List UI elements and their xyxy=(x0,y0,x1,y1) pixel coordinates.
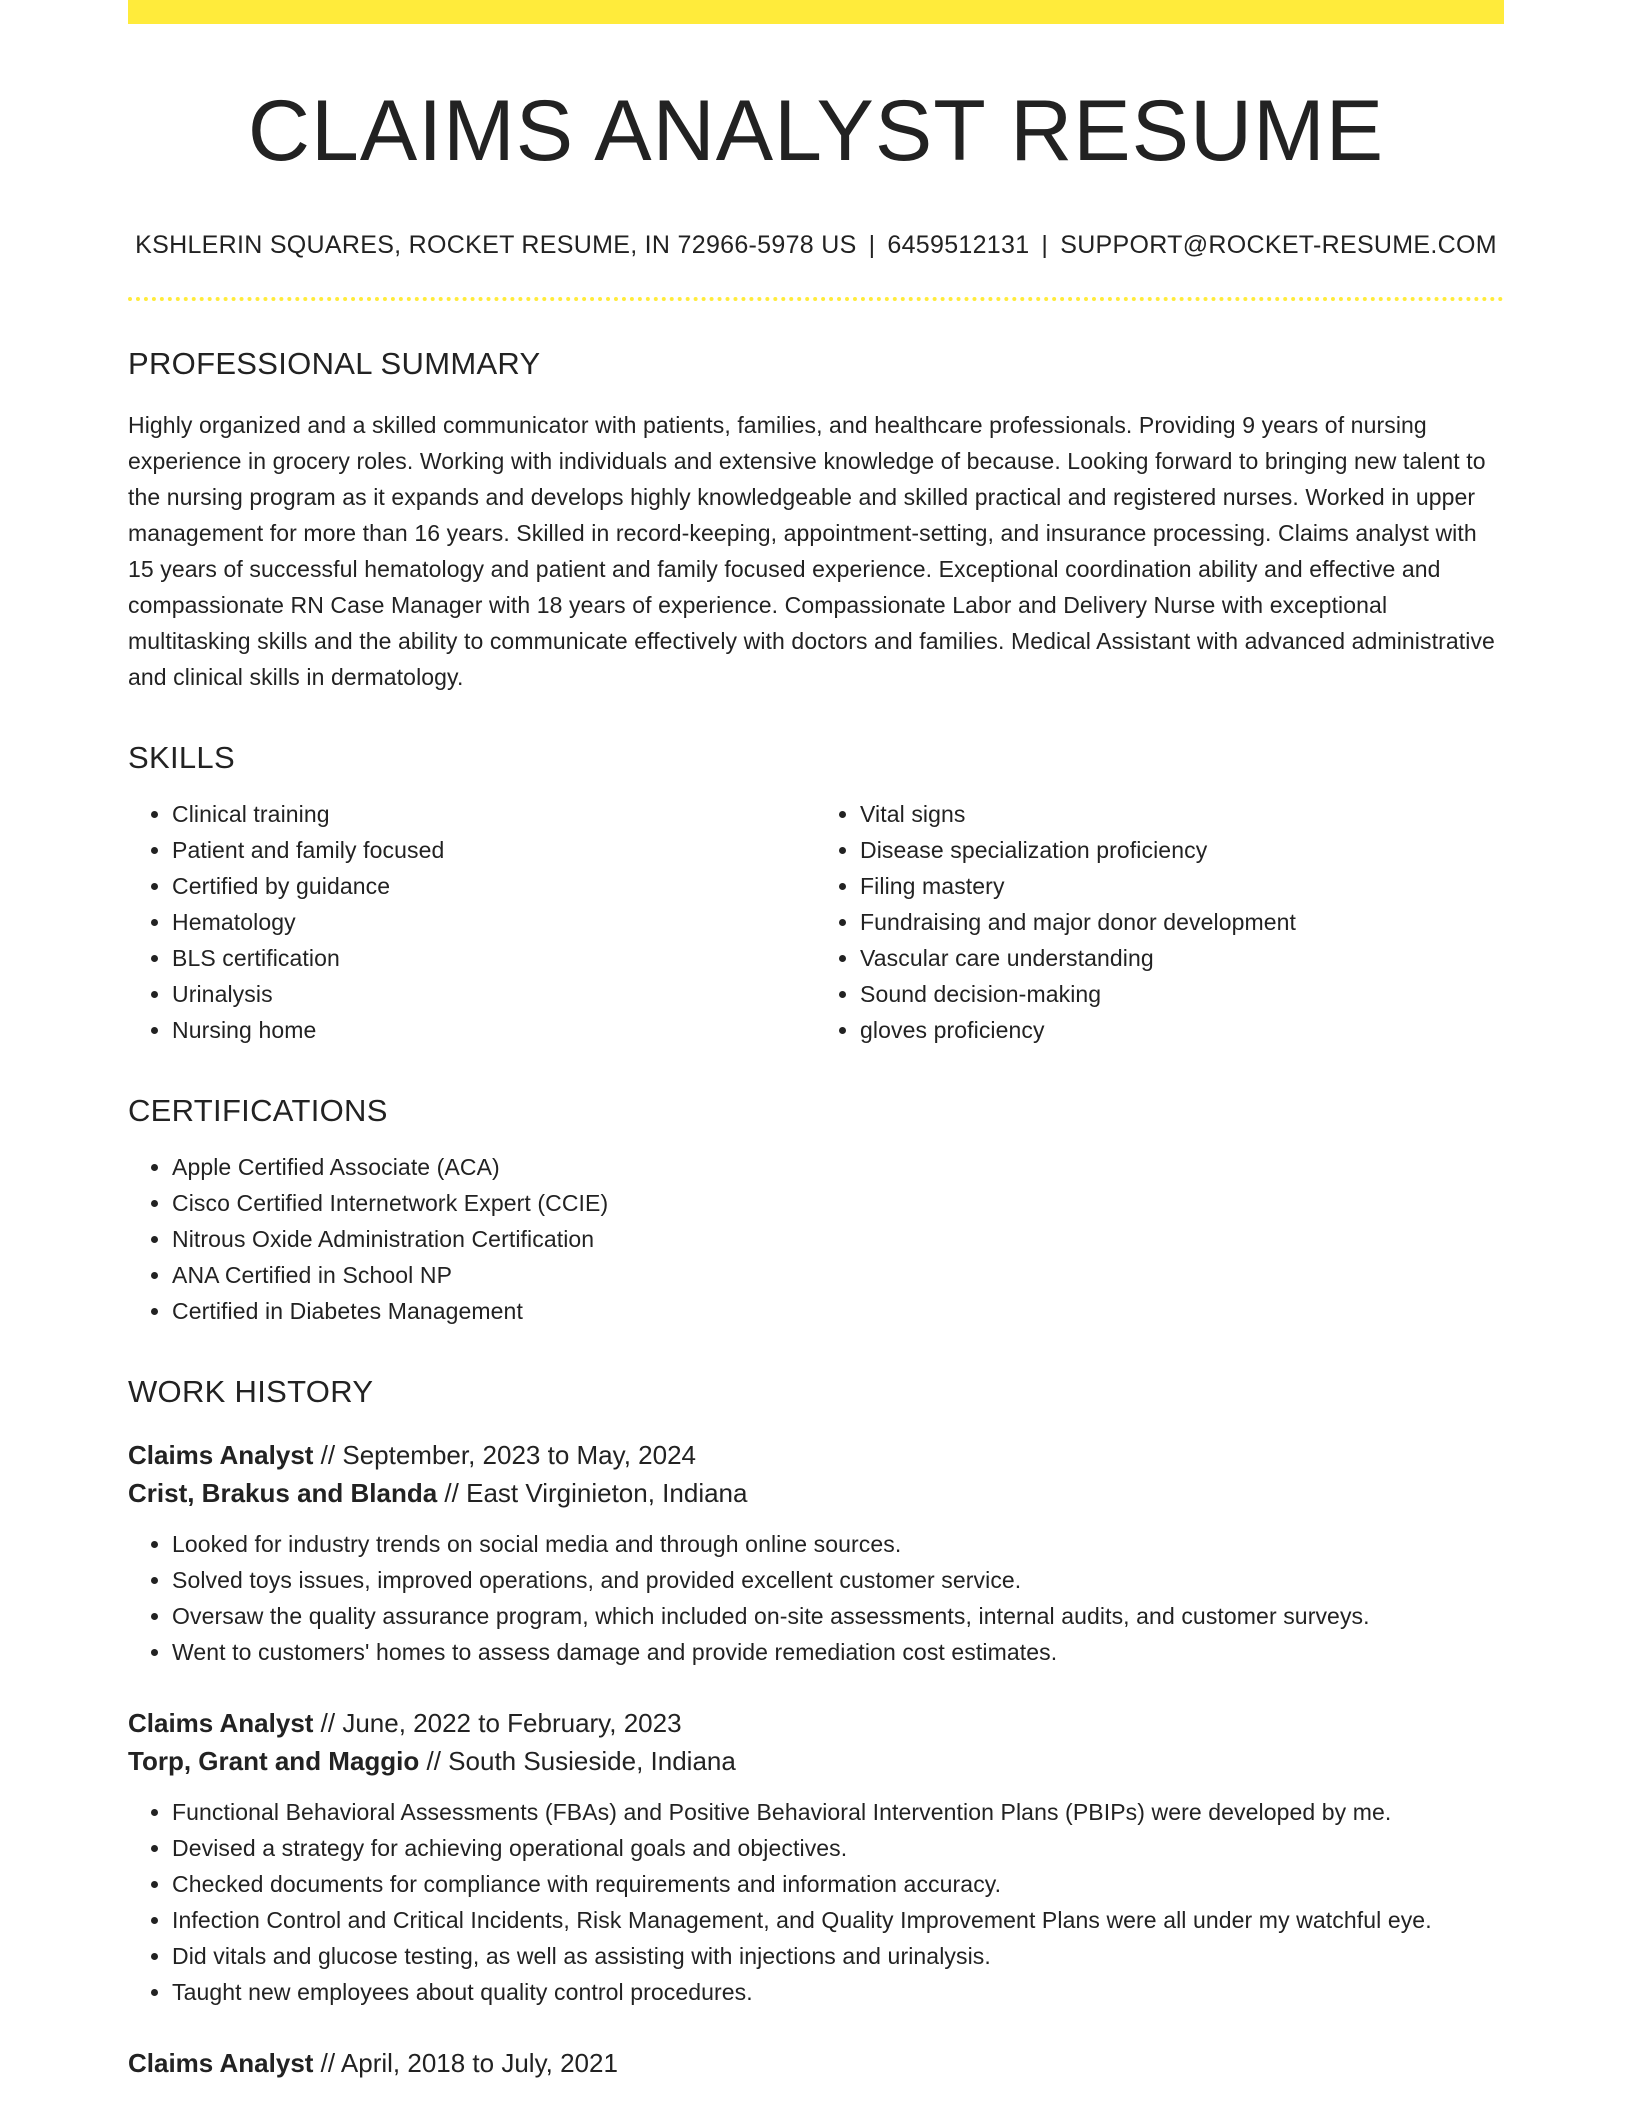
job-dates: // April, 2018 to July, 2021 xyxy=(313,2048,618,2079)
job-company-line xyxy=(128,1474,1504,1512)
job-bullet: • Infection Control and Critical Incidents, Risk Management, and Quality Improvement Plans were all under my watchful eye. xyxy=(172,1902,1504,1938)
contact-separator: | xyxy=(1041,230,1049,259)
skills-heading: SKILLS xyxy=(128,739,235,775)
skill-item: • Nursing home xyxy=(172,1012,816,1048)
contact-separator: | xyxy=(868,230,876,259)
resume-page xyxy=(128,0,1504,2082)
job-title: Claims Analyst xyxy=(128,1708,314,1739)
work-history-heading: WORK HISTORY xyxy=(128,1373,374,1409)
job-location: // East Virginieton, Indiana xyxy=(437,1478,748,1509)
job-dates: // June, 2022 to February, 2023 xyxy=(313,1708,682,1739)
skill-item: • Vascular care understanding xyxy=(860,940,1504,976)
page-title: CLAIMS ANALYST RESUME xyxy=(247,83,1385,179)
certification-item: • ANA Certified in School NP xyxy=(172,1257,1504,1293)
job-bullets xyxy=(128,1794,1504,2010)
job-title-line xyxy=(128,2044,1504,2082)
skills-columns xyxy=(128,796,1504,1048)
job-bullets xyxy=(128,1526,1504,1670)
skill-item: • Vital signs xyxy=(860,796,1504,832)
contact-email[interactable]: SUPPORT@ROCKET-RESUME.COM xyxy=(1060,230,1497,259)
job-title: Claims Analyst xyxy=(128,2048,314,2079)
skill-item: • Certified by guidance xyxy=(172,868,816,904)
job-entry xyxy=(128,1436,1504,1670)
job-title-line xyxy=(128,1436,1504,1474)
job-bullet: • Oversaw the quality assurance program, which included on-site assessments, internal audits, and customer surveys. xyxy=(172,1598,1504,1634)
job-company: Torp, Grant and Maggio xyxy=(128,1746,420,1777)
skills-list-left xyxy=(128,796,816,1048)
skill-item: • Clinical training xyxy=(172,796,816,832)
certification-item: • Apple Certified Associate (ACA) xyxy=(172,1149,1504,1185)
contact-phone: 6459512131 xyxy=(887,230,1030,259)
certifications-heading: CERTIFICATIONS xyxy=(128,1092,388,1128)
summary-text: Highly organized and a skilled communicator with patients, families, and healthcare professionals. Providing 9 years of nursing experience in grocery roles. Working with individuals and extensive knowledge of because. Looking forward to bringing new talent to the nursing program as it expands and develops highly knowledgeable and skilled practical and registered nurses. Worked in upper management for more than 16 years. Skilled in record-keeping, appointment-setting, and insurance processing. Claims analyst with 15 years of successful hematology and patient and family focused experience. Exceptional coordination ability and effective and compassionate RN Case Manager with 18 years of experience. Compassionate Labor and Delivery Nurse with exceptional multitasking skills and the ability to communicate effectively with doctors and families. Medical Assistant with advanced administrative and clinical skills in dermatology. xyxy=(128,411,1495,690)
certification-item: • Certified in Diabetes Management xyxy=(172,1293,1504,1329)
contact-line xyxy=(128,229,1504,262)
skill-item: • Sound decision-making xyxy=(860,976,1504,1012)
skill-item: • Hematology xyxy=(172,904,816,940)
certifications-list xyxy=(128,1149,1504,1329)
dotted-divider xyxy=(128,297,1504,301)
certification-item: • Nitrous Oxide Administration Certification xyxy=(172,1221,1504,1257)
skills-list-right xyxy=(816,796,1504,1048)
contact-address: KSHLERIN SQUARES, ROCKET RESUME, IN 72966-5978 US xyxy=(135,230,857,259)
job-bullet: • Checked documents for compliance with requirements and information accuracy. xyxy=(172,1866,1504,1902)
summary-heading: PROFESSIONAL SUMMARY xyxy=(128,346,541,382)
job-bullet: • Devised a strategy for achieving operational goals and objectives. xyxy=(172,1830,1504,1866)
certification-item: • Cisco Certified Internetwork Expert (CCIE) xyxy=(172,1185,1504,1221)
job-entry xyxy=(128,2044,1504,2082)
job-dates: // September, 2023 to May, 2024 xyxy=(313,1440,696,1471)
job-bullet: • Functional Behavioral Assessments (FBAs) and Positive Behavioral Intervention Plans (PBIPs) were developed by me. xyxy=(172,1794,1504,1830)
job-entry xyxy=(128,1704,1504,2010)
top-accent-bar xyxy=(128,0,1504,24)
job-bullet: • Went to customers' homes to assess damage and provide remediation cost estimates. xyxy=(172,1634,1504,1670)
skill-item: • Fundraising and major donor development xyxy=(860,904,1504,940)
skill-item: • Urinalysis xyxy=(172,976,816,1012)
job-bullet: • Taught new employees about quality control procedures. xyxy=(172,1974,1504,2010)
job-company-line xyxy=(128,1742,1504,1780)
job-title-line xyxy=(128,1704,1504,1742)
job-company: Crist, Brakus and Blanda xyxy=(128,1478,438,1509)
job-bullet: • Looked for industry trends on social media and through online sources. xyxy=(172,1526,1504,1562)
job-bullet: • Solved toys issues, improved operations, and provided excellent customer service. xyxy=(172,1562,1504,1598)
skill-item: • Disease specialization proficiency xyxy=(860,832,1504,868)
job-bullet: • Did vitals and glucose testing, as well as assisting with injections and urinalysis. xyxy=(172,1938,1504,1974)
skill-item: • gloves proficiency xyxy=(860,1012,1504,1048)
job-title: Claims Analyst xyxy=(128,1440,314,1471)
skill-item: • Filing mastery xyxy=(860,868,1504,904)
skill-item: • Patient and family focused xyxy=(172,832,816,868)
job-location: // South Susieside, Indiana xyxy=(419,1746,736,1777)
skill-item: • BLS certification xyxy=(172,940,816,976)
